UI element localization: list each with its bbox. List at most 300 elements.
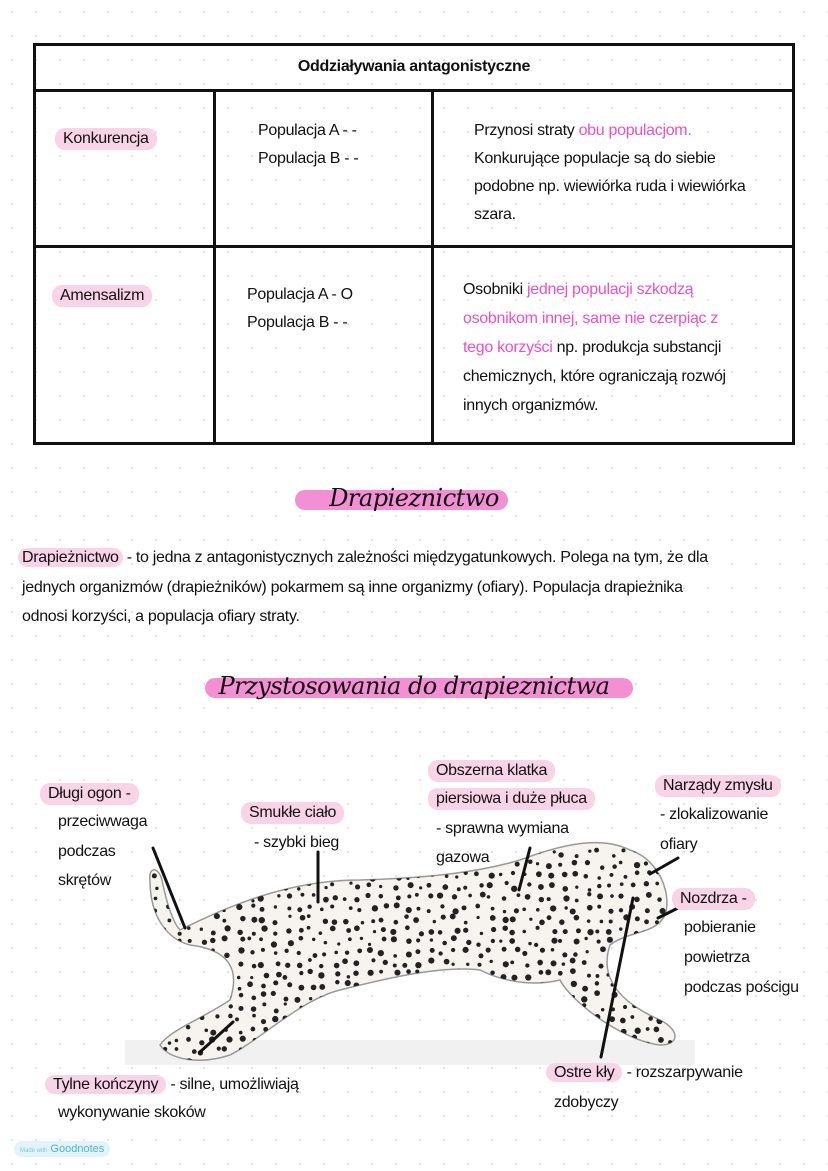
spot: [311, 985, 317, 991]
spot: [528, 859, 532, 863]
spot: [334, 1008, 338, 1012]
text: chemicznych, które ograniczają rozwój: [463, 368, 726, 385]
spot: [677, 1002, 683, 1008]
spot: [646, 892, 652, 898]
highlighted-text: tego korzyści: [463, 339, 553, 356]
spot: [443, 981, 446, 984]
spot: [287, 865, 292, 870]
spot: [383, 860, 387, 864]
spot: [248, 870, 252, 874]
spot: [609, 920, 613, 924]
spot: [355, 884, 360, 889]
spot: [514, 908, 519, 913]
spot: [354, 861, 359, 866]
spot: [562, 872, 568, 878]
spot: [187, 860, 191, 864]
spot: [228, 862, 233, 867]
spot: [509, 930, 515, 936]
spot: [632, 950, 637, 955]
spot: [335, 971, 340, 976]
label-teeth-title: Ostre kły: [546, 1063, 622, 1082]
spot: [503, 961, 509, 967]
spot: [221, 853, 227, 859]
spot: [595, 930, 599, 934]
spot: [321, 1005, 327, 1011]
spot: [538, 884, 544, 890]
spot: [466, 940, 471, 945]
spot: [504, 998, 507, 1001]
spot: [488, 987, 492, 991]
spot: [236, 904, 242, 910]
spot: [619, 927, 622, 930]
spot: [463, 947, 469, 953]
spot: [179, 873, 184, 878]
spot: [430, 938, 433, 941]
spot: [234, 850, 240, 856]
spot: [656, 1008, 661, 1013]
spot: [177, 963, 181, 967]
spot: [509, 938, 515, 944]
spot: [499, 939, 502, 942]
spot: [286, 928, 291, 933]
spot: [502, 947, 507, 952]
spot: [143, 991, 149, 997]
spot: [610, 948, 614, 952]
spot: [276, 972, 282, 978]
spot: [378, 950, 384, 956]
spot: [187, 952, 191, 956]
spot: [528, 942, 531, 945]
spot: [467, 1007, 472, 1012]
spot: [525, 963, 529, 967]
spot: [409, 863, 412, 866]
spot: [600, 865, 604, 869]
spot: [564, 906, 567, 909]
spot: [582, 1003, 586, 1007]
spot: [540, 1017, 543, 1020]
spot: [390, 929, 396, 935]
spot: [612, 864, 617, 869]
spot: [562, 962, 566, 966]
spot: [573, 952, 578, 957]
spot: [421, 1007, 425, 1011]
text: szara.: [474, 206, 516, 223]
label-text: - silne, umożliwiają: [166, 1076, 299, 1093]
spot: [333, 895, 338, 900]
spot: [260, 876, 266, 882]
spot: [588, 850, 591, 853]
spot: [562, 886, 568, 892]
spot: [308, 958, 312, 962]
spot: [527, 996, 532, 1001]
spot: [597, 893, 603, 899]
label-teeth: [546, 1063, 743, 1083]
spot: [462, 981, 467, 986]
spot: [550, 905, 556, 911]
spot: [200, 859, 205, 864]
spot: [384, 992, 389, 997]
spot: [333, 1029, 338, 1034]
spot: [283, 1035, 288, 1040]
spot: [213, 982, 217, 986]
spot: [203, 896, 209, 902]
spot: [354, 872, 359, 877]
spot: [504, 1018, 508, 1022]
spot: [297, 951, 301, 955]
spot: [597, 905, 601, 909]
spot: [415, 962, 421, 968]
spot: [384, 903, 389, 908]
spot: [682, 910, 685, 913]
spot: [516, 996, 521, 1001]
spot: [426, 1008, 431, 1013]
spot: [226, 883, 231, 888]
spot: [309, 997, 312, 1000]
spot: [365, 893, 370, 898]
spot: [607, 937, 613, 943]
spot: [298, 985, 304, 991]
spot: [345, 950, 349, 954]
spot: [239, 993, 244, 998]
spot: [571, 1030, 575, 1034]
spot: [633, 965, 636, 968]
spot: [261, 948, 265, 952]
spot: [430, 948, 435, 953]
spot: [222, 919, 226, 923]
spot: [346, 1018, 350, 1022]
spot: [299, 971, 303, 975]
spot: [189, 909, 195, 915]
spot: [161, 935, 167, 941]
spot: [406, 1007, 410, 1011]
spot: [645, 908, 650, 913]
spot: [467, 1028, 472, 1033]
spot: [200, 853, 204, 857]
spot: [600, 920, 604, 924]
spot: [586, 950, 589, 953]
spot: [553, 850, 556, 853]
spot: [227, 981, 231, 985]
spot: [284, 1002, 287, 1005]
spot: [644, 881, 649, 886]
spot: [438, 1015, 443, 1020]
spot: [383, 1015, 388, 1020]
spot: [536, 871, 542, 877]
spot: [490, 915, 496, 921]
spot: [522, 930, 526, 934]
spot: [413, 917, 419, 923]
spot: [646, 1027, 650, 1031]
label-legs: [45, 1075, 299, 1095]
spot: [144, 898, 148, 902]
spot: [294, 997, 300, 1003]
spot: [517, 1020, 521, 1024]
spot: [299, 928, 304, 933]
spot: [300, 893, 304, 897]
spot: [142, 925, 146, 929]
spot: [587, 892, 591, 896]
spot: [405, 851, 409, 855]
spot: [631, 883, 636, 888]
spot: [671, 937, 675, 941]
badge-brand: Goodnotes: [50, 1143, 105, 1155]
label-nose-title: Nozdrza -: [672, 888, 755, 910]
spot: [598, 964, 603, 969]
spot: [501, 859, 504, 862]
spot: [216, 965, 220, 969]
spot: [455, 1028, 458, 1031]
spot: [222, 935, 228, 941]
label-chest-title: piersiowa i duże płuca: [428, 788, 595, 810]
spot: [630, 1015, 634, 1019]
spot: [240, 872, 244, 876]
text: Osobniki: [463, 281, 527, 298]
spot: [585, 860, 590, 865]
spot: [261, 991, 267, 997]
spot: [428, 992, 434, 998]
spot: [307, 905, 311, 909]
spot: [452, 908, 458, 914]
spot: [307, 926, 311, 930]
spot: [152, 991, 156, 995]
spot: [489, 960, 492, 963]
spot: [330, 926, 336, 932]
spot: [582, 986, 588, 992]
spot: [643, 849, 649, 855]
spot: [600, 946, 606, 952]
spot: [537, 960, 543, 966]
spot: [247, 850, 252, 855]
spot: [427, 909, 431, 913]
spot: [635, 1028, 641, 1034]
spot: [151, 947, 157, 953]
spot: [503, 1026, 506, 1029]
spot: [211, 886, 216, 891]
spot: [391, 1003, 397, 1009]
spot: [274, 905, 277, 908]
spot: [354, 925, 360, 931]
spot: [565, 1003, 570, 1008]
spot: [594, 990, 600, 996]
spot: [247, 981, 253, 987]
spot: [156, 1036, 159, 1039]
spot: [168, 1041, 171, 1044]
spot: [138, 864, 143, 869]
spot: [558, 863, 562, 867]
spot: [322, 952, 326, 956]
spot: [562, 1024, 568, 1030]
spot: [440, 904, 444, 908]
spot: [180, 1008, 185, 1013]
spot: [588, 888, 592, 892]
spot: [558, 939, 562, 943]
highlighted-text: jednej populacji szkodzą: [527, 281, 694, 298]
spot: [529, 918, 532, 921]
spot: [214, 913, 220, 919]
spot: [558, 994, 563, 999]
spot: [240, 916, 246, 922]
spot: [570, 968, 576, 974]
spot: [155, 965, 159, 969]
spot: [313, 953, 318, 958]
spot: [323, 897, 329, 903]
spot: [678, 946, 684, 952]
spot: [634, 897, 640, 903]
spot: [576, 1017, 581, 1022]
label-body-title: Smukłe ciało: [241, 802, 344, 824]
spot: [534, 1028, 539, 1033]
spot: [251, 1027, 256, 1032]
spot: [210, 938, 215, 943]
spot: [463, 974, 469, 980]
spot: [145, 874, 149, 878]
spot: [250, 976, 253, 979]
spot: [271, 941, 277, 947]
spot: [150, 1002, 155, 1007]
spot: [635, 916, 640, 921]
spot: [312, 938, 315, 941]
spot: [551, 938, 557, 944]
spot: [204, 1006, 207, 1009]
spot: [140, 1030, 144, 1034]
spot: [559, 919, 564, 924]
spot: [217, 904, 221, 908]
spot: [571, 981, 577, 987]
spot: [228, 873, 231, 876]
spot: [249, 865, 254, 870]
spot: [671, 972, 675, 976]
spot: [204, 902, 210, 908]
spot: [297, 963, 303, 969]
spot: [191, 997, 196, 1002]
spot: [622, 973, 626, 977]
spot: [525, 974, 531, 980]
spot: [200, 927, 203, 930]
spot: [347, 849, 351, 853]
spot: [358, 1029, 363, 1034]
spot: [238, 947, 244, 953]
spot: [517, 893, 521, 897]
spot: [654, 1026, 660, 1032]
spot: [297, 907, 302, 912]
spot: [597, 940, 601, 944]
spot: [367, 1027, 372, 1032]
spot: [487, 882, 493, 888]
spot: [417, 981, 421, 985]
spot: [330, 882, 334, 886]
spot: [359, 995, 365, 1001]
spot: [451, 935, 457, 941]
spot: [513, 983, 518, 988]
spot: [438, 1005, 442, 1009]
spot: [407, 894, 411, 898]
spot: [547, 897, 551, 901]
spot: [545, 969, 551, 975]
spot: [143, 953, 149, 959]
population-a: Populacja A - -: [258, 122, 357, 139]
spot: [308, 858, 314, 864]
spot: [300, 863, 306, 869]
spot: [570, 958, 576, 964]
spot: [227, 898, 233, 904]
spot: [139, 1018, 145, 1024]
spot: [312, 893, 316, 897]
spot: [260, 865, 266, 871]
spot: [188, 939, 192, 943]
spot: [444, 959, 450, 965]
text: np. produkcja substancji: [552, 339, 722, 356]
spot: [547, 915, 552, 920]
spot: [324, 941, 328, 945]
spot: [451, 963, 454, 966]
spot: [368, 852, 373, 857]
spot: [402, 963, 407, 968]
spot: [563, 929, 568, 934]
spot: [251, 917, 257, 923]
spot: [275, 874, 278, 877]
spot: [574, 939, 580, 945]
spot: [273, 980, 278, 985]
spot: [151, 931, 155, 935]
spot: [563, 895, 569, 901]
spot: [237, 976, 241, 980]
spot: [539, 920, 545, 926]
spot: [589, 1026, 593, 1030]
spot: [428, 864, 432, 868]
spot: [403, 1030, 408, 1035]
spot: [415, 1024, 420, 1029]
spot: [441, 915, 446, 920]
spot: [594, 848, 599, 853]
spot: [396, 895, 401, 900]
spot: [190, 1003, 194, 1007]
spot: [166, 1017, 171, 1022]
spot: [294, 1020, 298, 1024]
section-heading-przystosowania: Przystosowania do drapieznictwa: [218, 672, 610, 700]
spot: [345, 980, 351, 986]
spot: [204, 1029, 208, 1033]
spot: [427, 883, 432, 888]
spot: [273, 932, 277, 936]
highlighted-text: osobnikom innej, same nie czerpiąc z: [463, 310, 719, 327]
spot: [324, 886, 327, 889]
spot: [644, 950, 648, 954]
spot: [154, 1014, 159, 1019]
spot: [368, 1005, 374, 1011]
spot: [168, 995, 173, 1000]
spot: [536, 862, 539, 865]
spot: [416, 860, 421, 865]
spot: [153, 936, 157, 940]
term-highlight: Drapieżnictwo: [18, 548, 123, 567]
spot: [581, 996, 587, 1002]
label-text: - rozszarpywanie: [622, 1064, 743, 1081]
section-heading-drapieznictwo: Drapieznictwo: [329, 484, 499, 512]
spot: [644, 919, 649, 924]
spot: [546, 863, 552, 869]
spot: [360, 937, 363, 940]
spot: [168, 1026, 172, 1030]
spot: [190, 848, 195, 853]
spot: [623, 991, 628, 996]
spot: [201, 980, 205, 984]
spot: [211, 972, 215, 976]
spot: [140, 959, 143, 962]
spot: [347, 975, 350, 978]
spot: [178, 893, 182, 897]
spot: [162, 854, 167, 859]
spot: [202, 964, 206, 968]
